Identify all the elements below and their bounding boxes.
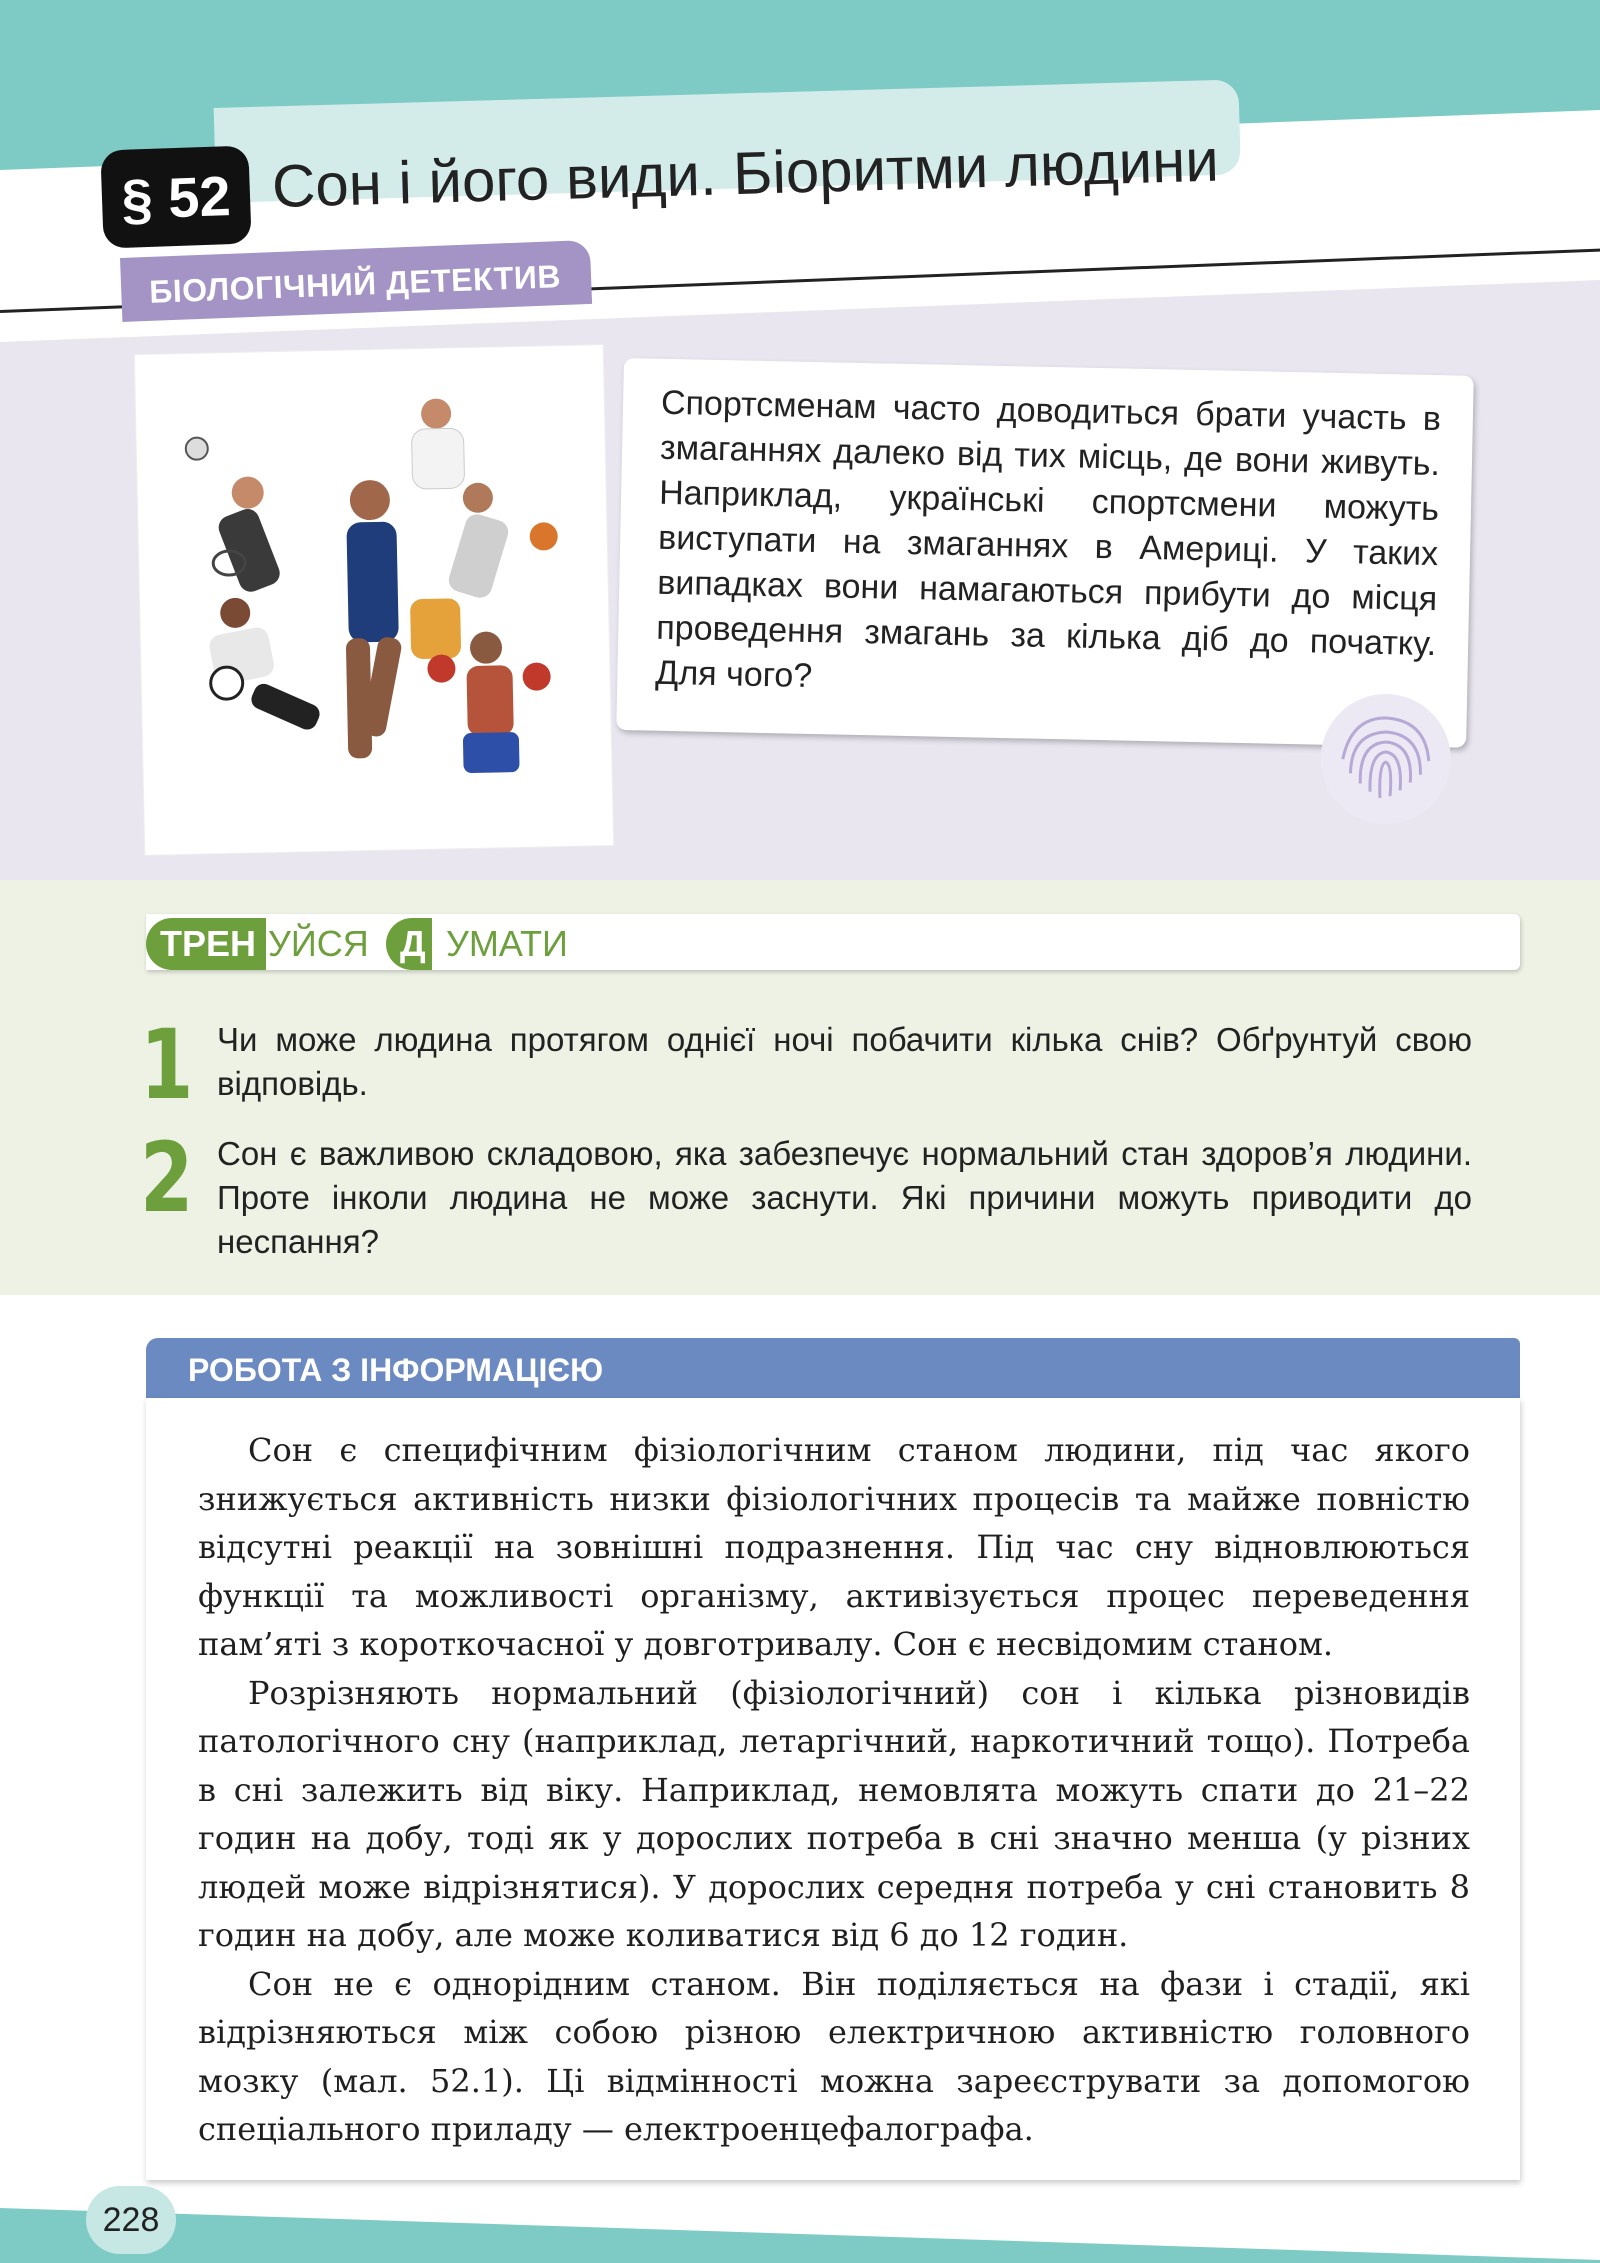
question-number-1: 1 bbox=[140, 1009, 194, 1121]
detective-question-card bbox=[616, 358, 1474, 748]
train-tag-2: Д bbox=[386, 918, 432, 970]
info-section-box bbox=[146, 1398, 1520, 2180]
fingerprint-icon bbox=[1319, 693, 1452, 826]
question-text-1: Чи може людина протягом однієї ночі побачити кілька снів? Обґрунтуй свою відповідь. bbox=[217, 1021, 1472, 1102]
section-number-badge: § 52 bbox=[100, 145, 251, 248]
info-section-header: РОБОТА З ІНФОРМАЦІЄЮ bbox=[146, 1338, 1520, 1398]
fingerprint-svg-icon bbox=[1319, 693, 1452, 826]
bottom-decor-band bbox=[0, 2200, 1600, 2263]
detective-question-text: Спортсменам часто доводиться брати участь в змаганнях далеко від тих місць, де вони живуть. Наприклад, українські спортсмени можуть виступати на змаганнях в Америці. У таких випадках вони намагаються прибути до місця проведення змагань за кілька діб до початку. Для чого? bbox=[655, 383, 1442, 696]
question-text-2: Сон є важливою складовою, яка забезпечує нормальний стан здоров’я людини. Проте інколи людина не може заснути. Які причини можуть приводити до неспання? bbox=[217, 1135, 1472, 1260]
athletes-photo bbox=[135, 345, 613, 855]
section-title: Сон і його види. Біоритми людини bbox=[271, 126, 1220, 220]
page-number: 228 bbox=[86, 2186, 176, 2254]
train-tag-1-rest: УЙСЯ bbox=[268, 923, 369, 964]
info-paragraph-3: Сон не є однорідним станом. Він поділяється на фази і стадії, які відрізняються між собою різною електричною активністю головного мозку (мал. 52.1). Ці відмінності можна зареєструвати за допомогою спеціального приладу — електроенцефалографа. bbox=[198, 1964, 1470, 2148]
train-tag-1: ТРЕН bbox=[146, 918, 266, 970]
info-paragraph-1: Сон є специфічним фізіологічним станом людини, під час якого знижується активність низки фізіологічних процесів та майже повністю відсутні реакції на зовнішні подразнення. Під час сну відновлюються функції та можливості організму, активізується процес переведення пам’яті з короткочасної у довготривалу. Сон є несвідомим станом. bbox=[198, 1431, 1470, 1663]
question-number-2: 2 bbox=[140, 1122, 194, 1234]
athletes-collage-icon bbox=[135, 345, 613, 855]
info-paragraph-2: Розрізняють нормальний (фізіологічний) сон і кілька різновидів патологічного сну (наприклад, летаргічний, наркотичний тощо). Потреба в сні залежить від віку. Наприклад, немовлята можуть спати до 21–22 годин на добу, тоді як у дорослих потреба в сні значно менша (у різних людей може відрізнятися). У дорослих середня потреба у сні становить 8 годин на добу, але може коливатися від 6 до 12 годин. bbox=[198, 1673, 1470, 1954]
detective-label: БІОЛОГІЧНИЙ ДЕТЕКТИВ bbox=[120, 240, 592, 322]
info-body bbox=[198, 1426, 1470, 2154]
train-tag-2-rest: УМАТИ bbox=[446, 923, 568, 964]
